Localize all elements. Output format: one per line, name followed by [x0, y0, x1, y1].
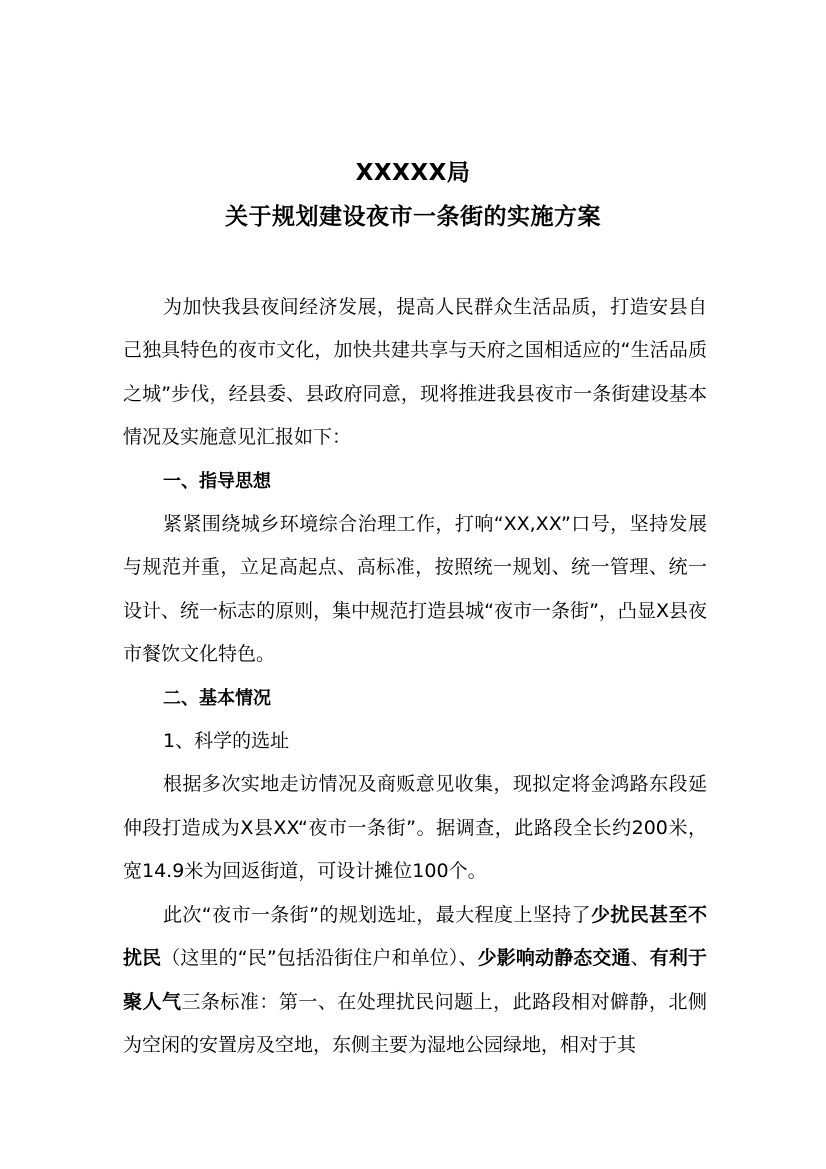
selection-criteria-paragraph [123, 894, 707, 1068]
criteria-bold-1: 少扰民甚至不扰民 [123, 903, 707, 970]
intro-paragraph: 为加快我县夜间经济发展，提高人民群众生活品质，打造安县自己独具特色的夜市文化，加快共建共享与天府之国相适应的“生活品质之城”步伐，经县委、县政府同意，现将推进我县夜市一条街建设基本情况及实施意见汇报如下： [123, 296, 707, 449]
criteria-text-4: 三条标准：第一、在处理扰民问题上，此路段相对僻静，北侧为空闲的安置房及空地，东侧主要为湿地公园绿地，相对于其 [123, 990, 707, 1056]
criteria-text-3: 、 [630, 947, 650, 970]
criteria-bold-2: 少影响动静态交通 [477, 947, 631, 970]
subheading-site-selection: 1、科学的选址 [163, 730, 290, 753]
criteria-bold-3: 有利于聚人气 [123, 947, 707, 1013]
document-body [123, 286, 707, 1067]
document-title: 关于规划建设夜市一条街的实施方案 [225, 204, 601, 230]
criteria-text-1: 此次“夜市一条街”的规划选址，最大程度上坚持了 [163, 903, 591, 926]
criteria-text-2: （这里的“民”包括沿街住户和单位）、 [161, 947, 478, 970]
section-heading-guiding-ideology: 一、指导思想 [163, 470, 271, 492]
guiding-ideology-paragraph: 紧紧围绕城乡环境综合治理工作，打响“XX,XX”口号，坚持发展与规范并重，立足高起点、高标准，按照统一规划、统一管理、统一设计、统一标志的原则，集中规范打造县城“夜市一条街”，凸显X县夜市餐饮文化特色。 [123, 513, 707, 666]
section-heading-basic-situation: 二、基本情况 [163, 687, 271, 709]
document-title-issuer: XXXXX局 [355, 160, 471, 186]
site-selection-paragraph: 根据多次实地走访情况及商贩意见收集，现拟定将金鸿路东段延伸段打造成为X县XX“夜市一条街”。据调查，此路段全长约200米，宽14.9米为回返街道，可设计摊位100个。 [123, 773, 707, 883]
